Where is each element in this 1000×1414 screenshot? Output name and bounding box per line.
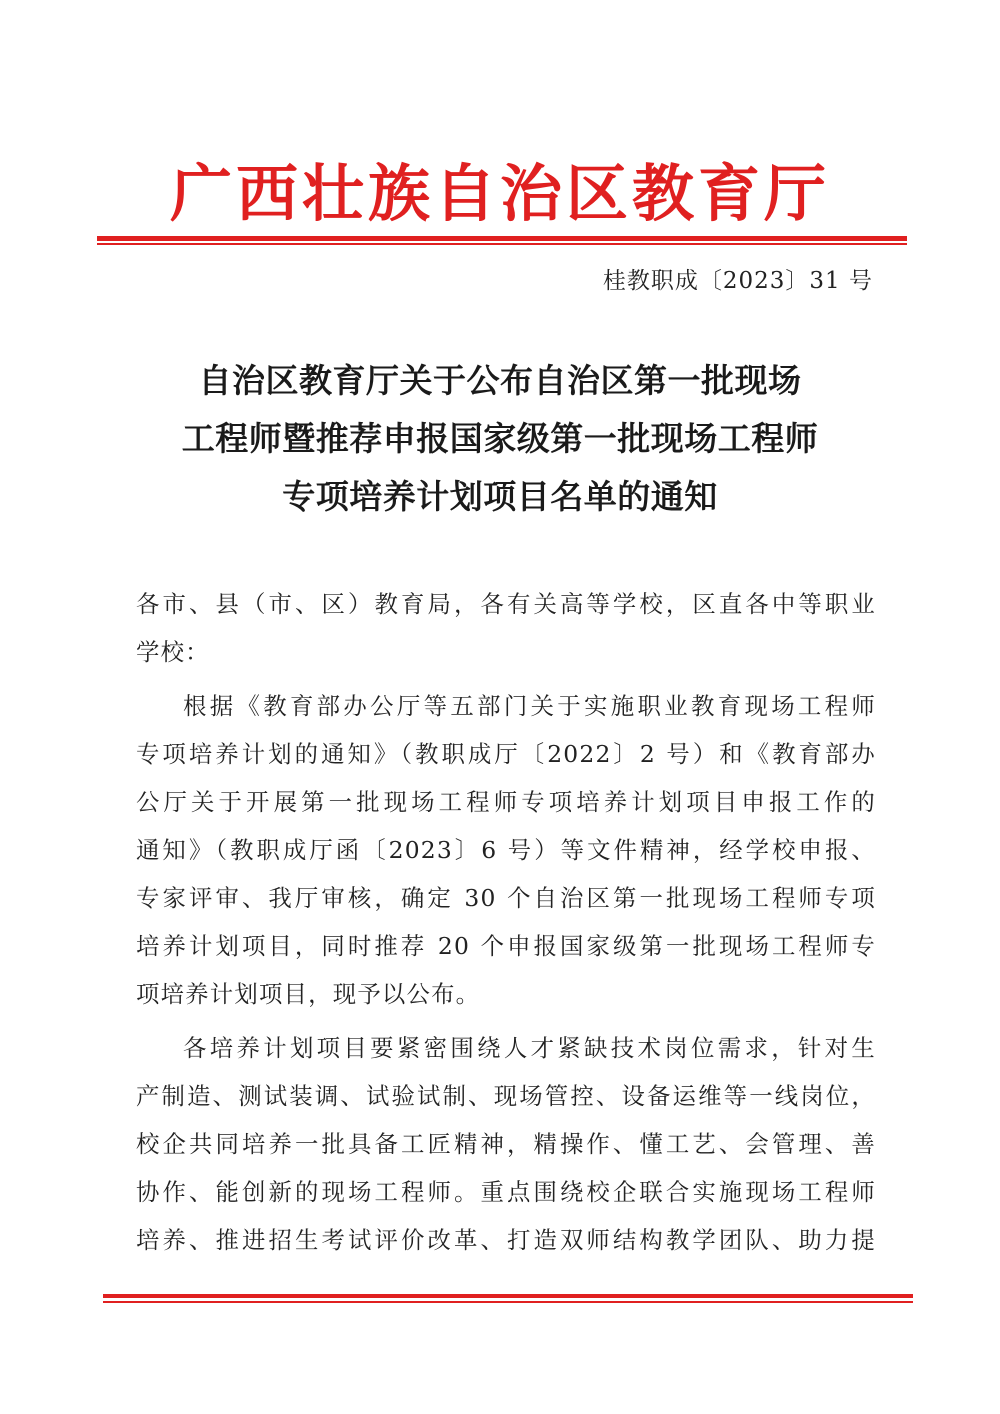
- text-line: 专项培养计划的通知》（教职成厅〔2022〕2 号）和《教育部办: [136, 740, 876, 768]
- footer-rule-thick: [103, 1294, 913, 1298]
- paragraph-1: [136, 682, 876, 1018]
- text-line: 根据《教育部办公厅等五部门关于实施职业教育现场工程师: [183, 692, 876, 720]
- text-line: 项培养计划项目，现予以公布。: [136, 980, 481, 1008]
- text-line: 学校：: [136, 638, 210, 666]
- text-line: 各培养计划项目要紧密围绕人才紧缺技术岗位需求，针对生: [183, 1034, 876, 1062]
- text-line: 培养、推进招生考试评价改革、打造双师结构教学团队、助力提: [136, 1226, 876, 1254]
- text-line: 公厅关于开展第一批现场工程师专项培养计划项目申报工作的: [136, 788, 876, 816]
- notice-body: [136, 580, 876, 1264]
- text-line: 校企共同培养一批具备工匠精神，精操作、懂工艺、会管理、善: [136, 1130, 876, 1158]
- addressee: [136, 580, 876, 676]
- text-line: 产制造、测试装调、试验试制、现场管控、设备运维等一线岗位，: [136, 1082, 876, 1110]
- header-rule-thin: [97, 243, 907, 245]
- text-line: 协作、能创新的现场工程师。重点围绕校企联合实施现场工程师: [136, 1178, 876, 1206]
- text-line: 通知》（教职成厅函〔2023〕6 号）等文件精神，经学校申报、: [136, 836, 876, 864]
- text-line: 各市、县（市、区）教育局，各有关高等学校，区直各中等职业: [136, 590, 876, 618]
- header-rule-thick: [97, 236, 907, 241]
- title-line: 工程师暨推荐申报国家级第一批现场工程师: [181, 419, 819, 458]
- title-line: 专项培养计划项目名单的通知: [282, 477, 718, 516]
- title-line: 自治区教育厅关于公布自治区第一批现场: [198, 361, 802, 400]
- footer-rule-thin: [103, 1301, 913, 1303]
- notice-title: [100, 352, 900, 526]
- agency-masthead: 广西壮族自治区教育厅: [169, 157, 830, 230]
- text-line: 专家评审、我厅审核，确定 30 个自治区第一批现场工程师专项: [136, 884, 876, 912]
- paragraph-2: [136, 1024, 876, 1264]
- text-line: 培养计划项目，同时推荐 20 个申报国家级第一批现场工程师专: [136, 932, 876, 960]
- document-number: 桂教职成〔2023〕31 号: [602, 268, 873, 294]
